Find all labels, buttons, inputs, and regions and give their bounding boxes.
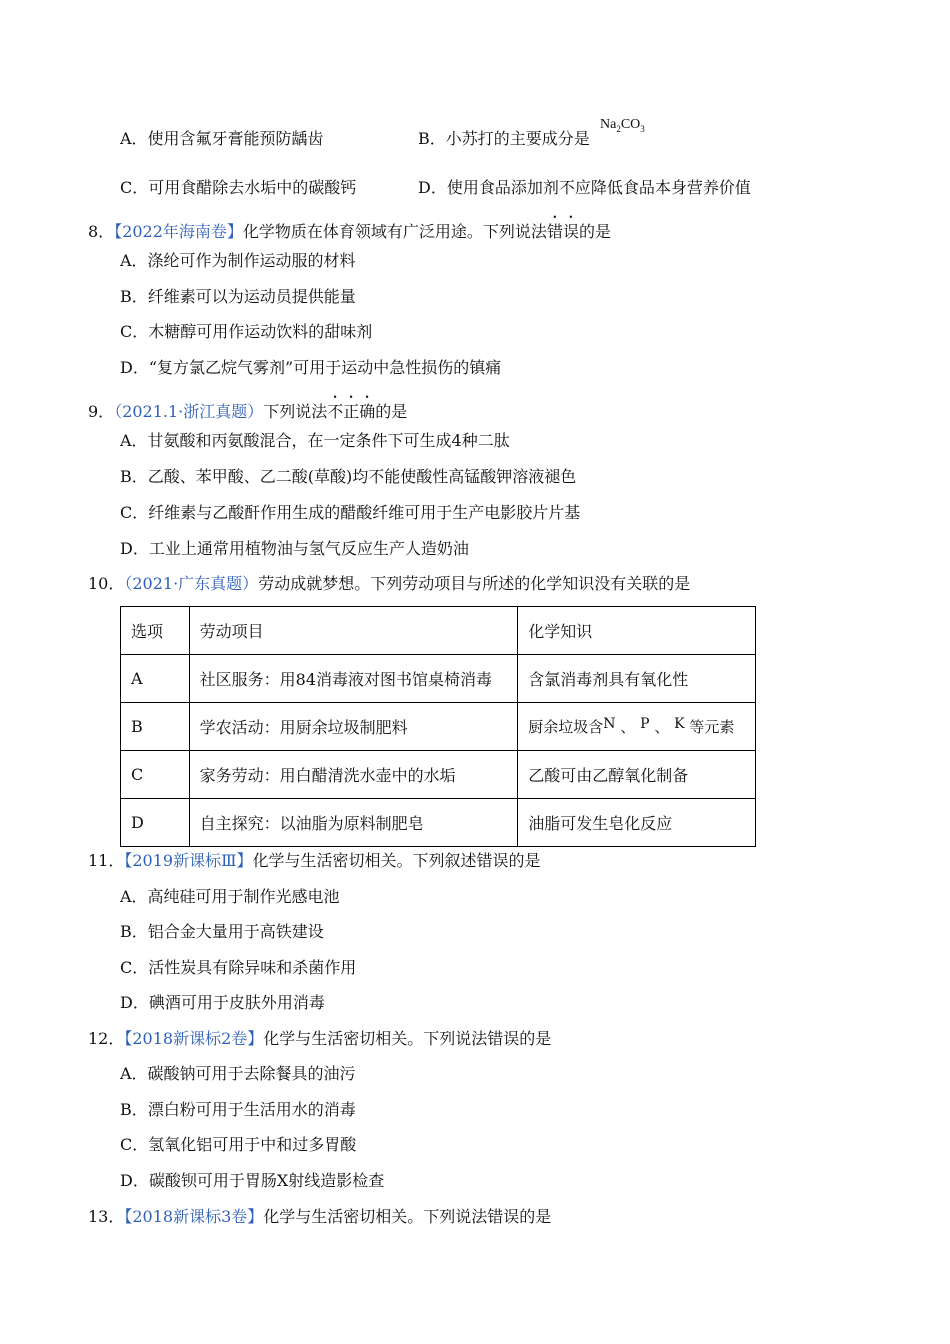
q12-option-b: B．漂白粉可用于生活用水的消毒 [120,1100,356,1119]
q13-number: 13． [88,1207,125,1226]
q11-option-b: B．铝合金大量用于高铁建设 [120,922,324,941]
q9-source: （2021.1·浙江真题） [114,402,264,421]
q8-source: 【2022年海南卷】 [114,222,243,241]
q9-number: 9． [88,402,115,421]
q10-table [120,606,756,847]
q11-option-d: D．碘酒可用于皮肤外用消毒 [120,993,325,1012]
row-option: D [121,799,190,847]
q11-source: 【2019新课标Ⅲ】 [124,851,253,870]
q11-option-a: A．高纯硅可用于制作光感电池 [120,887,340,906]
row-task: 自主探究：以油脂为原料制肥皂 [189,799,518,847]
table-header-row [121,607,756,655]
q13-stem: 13．【2018新课标3卷】化学与生活密切相关。下列说法错误的是 [88,1207,552,1226]
row-task: 社区服务：用84消毒液对图书馆桌椅消毒 [189,655,518,703]
header-option: 选项 [121,607,190,655]
row-knowledge: 乙酸可由乙醇氧化制备 [518,751,756,799]
q7-option-a: A．使用含氟牙膏能预防龋齿 [120,129,324,148]
q12-stem: 12．【2018新课标2卷】化学与生活密切相关。下列说法错误的是 [88,1029,552,1048]
q7-option-d: D．使用食品添加剂不应降低食品本身营养价值 [418,178,751,197]
q9-option-b: B．乙酸、苯甲酸、乙二酸(草酸)均不能使酸性高锰酸钾溶液褪色 [120,467,577,486]
q9-option-d: D．工业上通常用植物油与氢气反应生产人造奶油 [120,539,469,558]
q11-option-c: C．活性炭具有除异味和杀菌作用 [120,958,357,977]
row-task: 家务劳动：用白醋清洗水壶中的水垢 [189,751,518,799]
q12-source: 【2018新课标2卷】 [124,1029,264,1048]
q12-option-d: D．碳酸钡可用于胃肠X射线造影检查 [120,1171,385,1190]
q8-option-d: D．“复方氯乙烷气雾剂”可用于运动中急性损伤的镇痛 [120,358,502,377]
table-row [121,799,756,847]
q9-emphasis: 不正确 [327,402,376,421]
row-task: 学农活动：用厨余垃圾制肥料 [189,703,518,751]
q8-number: 8． [88,222,115,241]
q11-stem: 11．【2019新课标Ⅲ】化学与生活密切相关。下列叙述错误的是 [88,851,541,870]
table-row [121,703,756,751]
q12-number: 12． [88,1029,125,1048]
row-option: C [121,751,190,799]
q8-emphasis: 错误 [546,222,579,241]
row-knowledge: 油脂可发生皂化反应 [518,799,756,847]
q10-source: （2021·广东真题） [124,574,259,593]
q13-source: 【2018新课标3卷】 [124,1207,264,1226]
q8-option-a: A．涤纶可作为制作运动服的材料 [120,251,356,270]
q8-stem: 8．【2022年海南卷】化学物质在体育领域有广泛用途。下列说法错误的是 [88,222,611,241]
q12-option-a: A．碳酸钠可用于去除餐具的油污 [120,1064,356,1083]
q7-option-c: C．可用食醋除去水垢中的碳酸钙 [120,178,357,197]
q10-stem: 10．（2021·广东真题）劳动成就梦想。下列劳动项目与所述的化学知识没有关联的是 [88,574,691,593]
q8-option-b: B．纤维素可以为运动员提供能量 [120,287,356,306]
q7-option-b-formula: $Na_2CO_3$ [600,117,645,134]
q9-option-c: C．纤维素与乙酸酐作用生成的醋酸纤维可用于生产电影胶片片基 [120,503,581,522]
q11-number: 11． [88,851,125,870]
q8-option-c: C．木糖醇可用作运动饮料的甜味剂 [120,322,373,341]
header-knowledge: 化学知识 [518,607,756,655]
row-option: A [121,655,190,703]
q12-option-c: C．氢氧化铝可用于中和过多胃酸 [120,1135,357,1154]
q7-option-b: B．小苏打的主要成分是 [418,129,590,148]
row-knowledge: 含氯消毒剂具有氧化性 [518,655,756,703]
row-knowledge: 厨余垃圾含N 、 P 、 K 等元素 [518,703,756,751]
table-row [121,751,756,799]
q9-stem: 9．（2021.1·浙江真题）下列说法不正确的是 [88,402,408,421]
row-option: B [121,703,190,751]
q9-option-a: A．甘氨酸和丙氨酸混合，在一定条件下可生成4种二肽 [120,431,510,450]
header-task: 劳动项目 [189,607,518,655]
q10-number: 10． [88,574,125,593]
table-row [121,655,756,703]
